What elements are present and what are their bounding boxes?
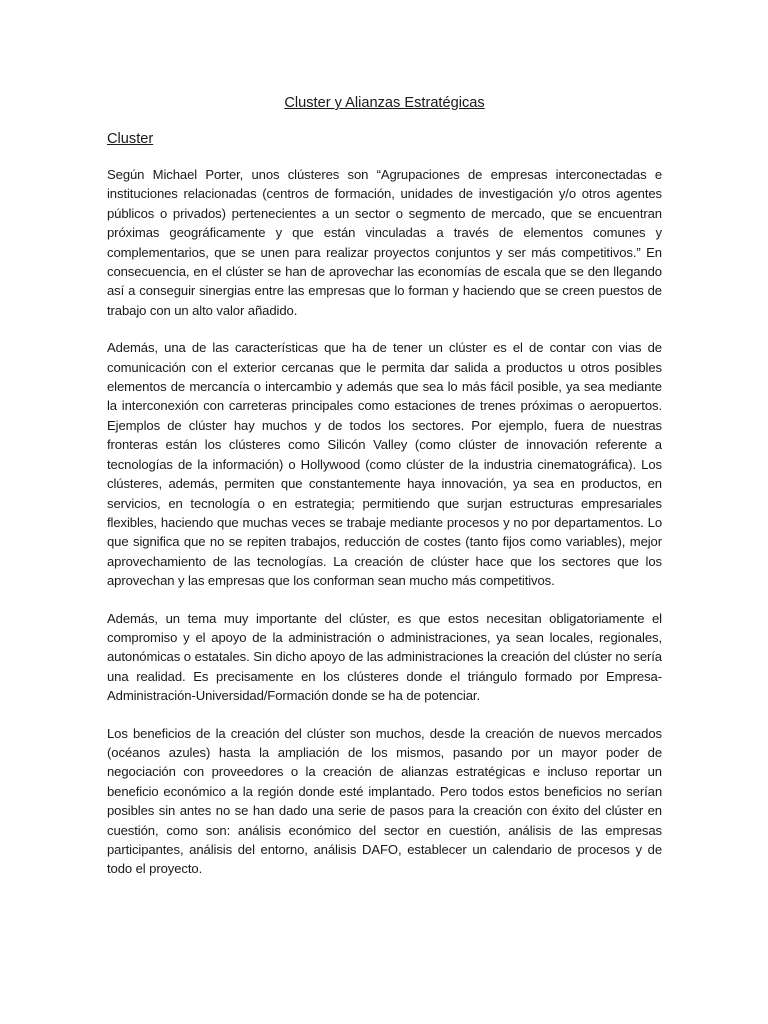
paragraph-porter-definition: Según Michael Porter, unos clústeres son “Agrupaciones de empresas interconectadas e instituciones relacionadas (centros de formación, unidades de investigación y/o otros agentes públicos o privados) pertenecientes a un sector o segmento de mercado, que se encuentran próximas geográficamente y que están vinculadas a través de elementos comunes y complementarios, que se unen para realizar proyectos conjuntos y ser más competitivos.” En consecuencia, en el clúster se han de aprovechar las economías de escala que se den llegando así a conseguir sinergias entre las empresas que lo forman y haciendo que se creen puestos de trabajo con un alto valor añadido. xyxy=(107,167,662,318)
document-title: Cluster y Alianzas Estratégicas xyxy=(284,95,485,111)
paragraph-characteristics: Además, una de las características que ha de tener un clúster es el de contar con vias de comunicación con el exterior cercanas que le permita dar salida a productos u otros posibles elementos de mercancía o intercambio y además que sea lo más fácil posible, ya sea mediante la interconexión con carreteras principales como estaciones de trenes próximas o aeropuertos. Ejemplos de clúster hay muchos y de todos los sectores. Por ejemplo, fuera de nuestras fronteras están los clústeres como Silicón Valley (como clúster de innovación referente a tecnologías de la información) o Hollywood (como clúster de la industria cinematográfica). Los clústeres, además, permiten que constantemente haya innovación, ya sea en productos, en servicios, en tecnología o en estrategia; permitiendo que surjan estructuras empresariales flexibles, haciendo que muchas veces se trabaje mediante procesos y no por departamentos. Lo que significa que no se repiten trabajos, reducción de costes (tanto fijos como variables), mejor aprovechamiento de las tecnologías. La creación de clúster hace que los sectores que los aprovechan y las empresas que los conforman sean mucho más competitivos. xyxy=(107,340,662,589)
document-page xyxy=(107,94,662,897)
paragraph-benefits: Los beneficios de la creación del clúster son muchos, desde la creación de nuevos mercados (océanos azules) hasta la ampliación de los mismos, pasando por un mayor poder de negociación con proveedores o la creación de alianzas estratégicas e incluso reportar un beneficio económico a la región donde esté implantado. Pero todos estos beneficios no serían posibles sin antes no se han dado una serie de pasos para la creación con éxito del clúster en cuestión, como son: análisis económico del sector en cuestión, análisis de las empresas participantes, análisis del entorno, análisis DAFO, establecer un calendario de procesos y de todo el proyecto. xyxy=(107,725,662,877)
section-heading-cluster: Cluster xyxy=(107,131,154,147)
paragraph-administration-support: Además, un tema muy importante del clúster, es que estos necesitan obligatoriamente el compromiso y el apoyo de la administración o administraciones, ya sean locales, regionales, autonómicas o estatales. Sin dicho apoyo de las administraciones la creación del clúster no sería una realidad. Es precisamente en los clústeres donde el triángulo formado por Empresa-Administración-Universidad/Formación donde se ha de potenciar. xyxy=(107,610,662,704)
